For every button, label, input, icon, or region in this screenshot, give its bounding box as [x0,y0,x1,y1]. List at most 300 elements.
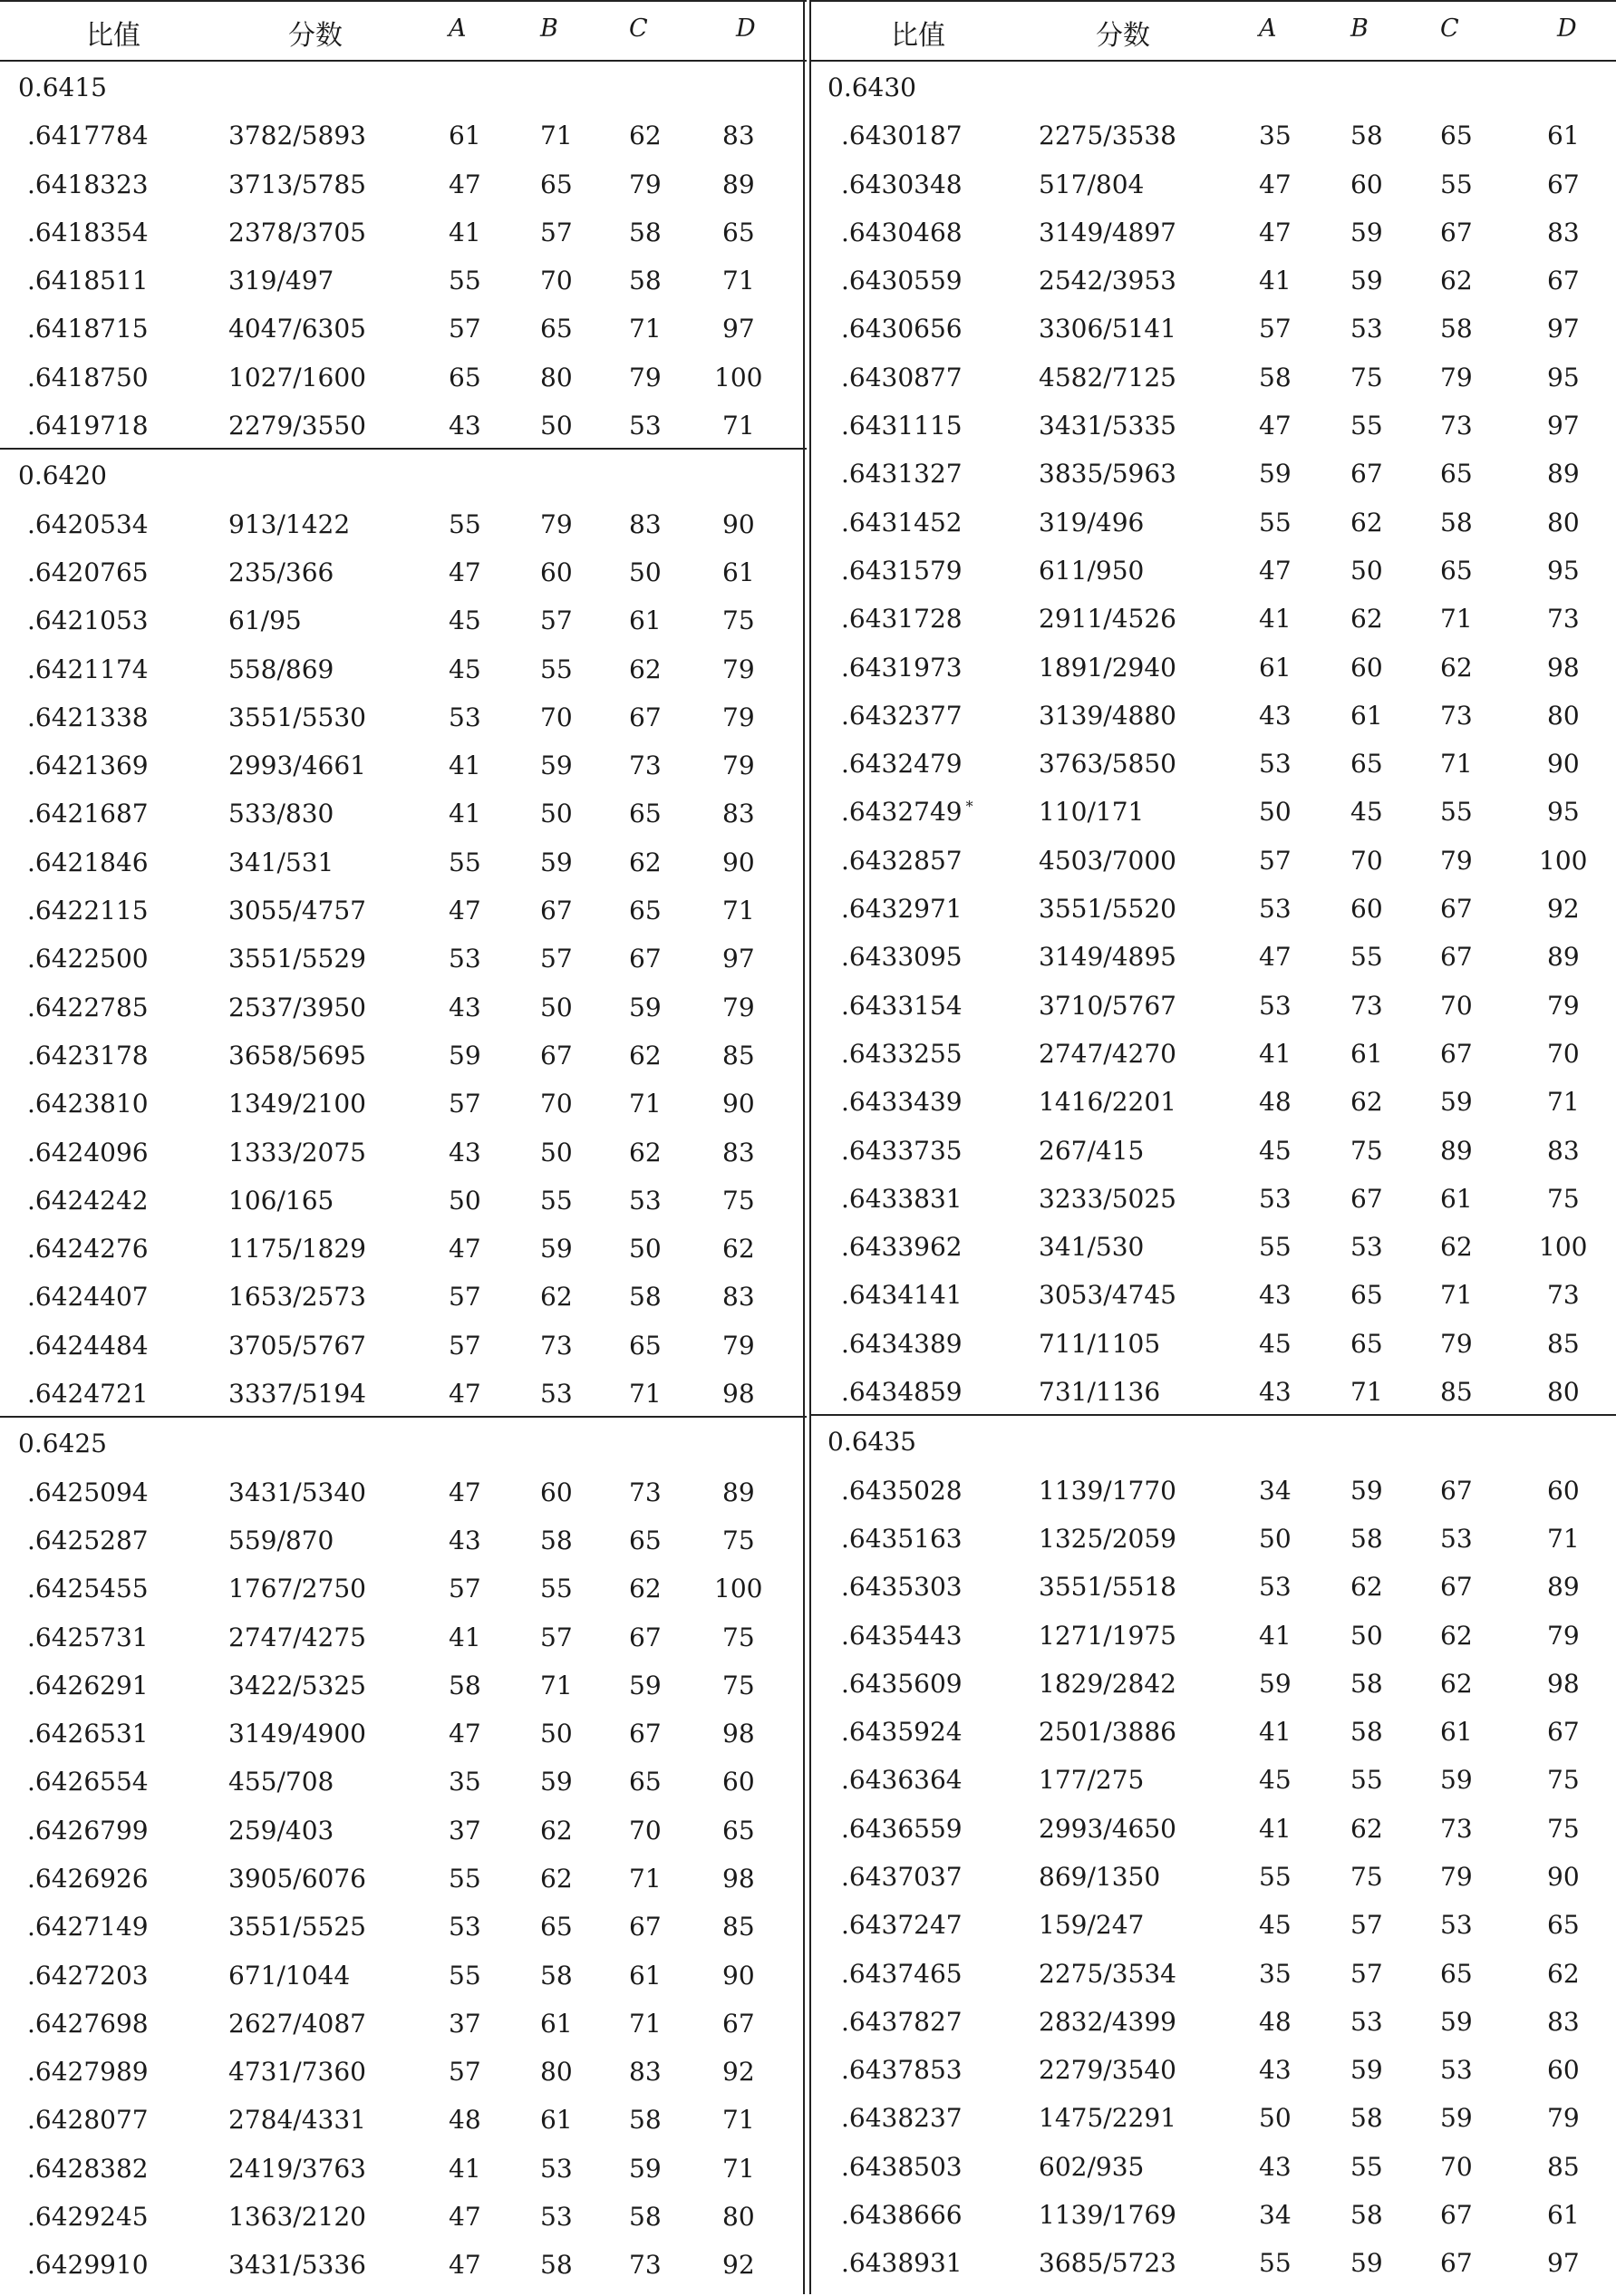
table-row [809,110,1616,158]
ratio-cell: .6429910 [27,2250,149,2281]
table-row [0,2046,807,2094]
fraction-cell: 1027/1600 [228,362,366,392]
a-cell: 48 [1259,2006,1292,2037]
a-cell: 55 [449,1960,481,1991]
c-cell: 65 [629,1525,662,1555]
ratio-cell: .6435163 [841,1523,963,1554]
ratio-cell: .6437247 [841,1910,963,1941]
c-cell: 71 [1440,749,1473,780]
header-a: A [449,15,467,43]
fraction-cell: 4731/7360 [228,2057,366,2088]
table-row [809,207,1616,255]
b-cell: 62 [1350,604,1383,635]
a-cell: 45 [449,654,481,684]
b-cell: 58 [1350,121,1383,151]
c-cell: 79 [1440,1861,1473,1892]
b-cell: 58 [540,1960,573,1991]
a-cell: 53 [1259,1572,1292,1603]
fraction-cell: 319/496 [1039,507,1145,538]
c-cell: 58 [1440,507,1473,538]
b-cell: 65 [1350,1328,1383,1359]
table-row [0,1853,807,1901]
header-ratio: 比值 [891,20,945,52]
c-cell: 73 [1440,411,1473,441]
b-cell: 75 [1350,362,1383,392]
fraction-cell: 3551/5518 [1039,1572,1176,1603]
ratio-cell: .6424276 [27,1234,149,1264]
b-cell: 79 [540,509,573,539]
right-table-panel [809,0,1616,2296]
a-cell: 57 [1259,314,1292,344]
c-cell: 59 [629,992,662,1022]
a-cell: 47 [449,1719,481,1749]
table-row [809,497,1616,545]
fraction-cell: 3431/5340 [228,1477,366,1507]
ratio-cell: .6435443 [841,1620,963,1651]
fraction-cell: 3053/4745 [1039,1280,1176,1311]
a-cell: 41 [449,2153,481,2184]
ratio-cell: .6437465 [841,1958,963,1989]
table-row [0,1271,807,1319]
a-cell: 43 [449,992,481,1022]
ratio-cell: .6430877 [841,362,963,392]
table-row [809,1899,1616,1947]
group-heading-row [0,62,807,110]
c-cell: 73 [629,2250,662,2281]
table-row [0,207,807,255]
ratio-cell: .6426531 [27,1719,149,1749]
ratio-cell: .6433735 [841,1135,963,1166]
a-cell: 43 [449,411,481,441]
d-cell: 79 [722,992,755,1022]
a-cell: 41 [1259,1038,1292,1069]
b-cell: 62 [1350,1572,1383,1603]
table-row [809,352,1616,400]
d-cell: 79 [1547,1620,1580,1651]
table-row [809,1706,1616,1754]
table-row [809,1366,1616,1414]
a-cell: 47 [449,2202,481,2233]
a-cell: 43 [449,1137,481,1167]
ratio-cell: .6429245 [27,2202,149,2233]
c-cell: 67 [629,1622,662,1652]
ratio-cell: .6421687 [27,799,149,829]
ratio-cell: .6418750 [27,362,149,392]
c-cell: 89 [1440,1135,1473,1166]
table-row [0,740,807,788]
a-cell: 53 [1259,894,1292,925]
ratio-cell: .6431452 [841,507,963,538]
header-c: C [629,15,648,43]
table-row [0,1030,807,1078]
fraction-cell: 1767/2750 [228,1574,366,1604]
b-cell: 60 [1350,894,1383,925]
d-cell: 71 [722,2153,755,2184]
d-cell: 97 [722,944,755,974]
table-row [0,2239,807,2287]
table-row [809,2189,1616,2237]
d-cell: 97 [1547,314,1580,344]
d-cell: 89 [722,1477,755,1507]
d-cell: 79 [722,1330,755,1361]
a-cell: 43 [1259,1377,1292,1408]
fraction-cell: 3337/5194 [228,1379,366,1410]
ratio-cell: .6424721 [27,1379,149,1410]
column-divider-line [803,0,805,2294]
c-cell: 62 [629,847,662,877]
ratio-cell: .6420534 [27,509,149,539]
a-cell: 47 [449,1477,481,1507]
a-cell: 47 [449,169,481,199]
d-cell: 95 [1547,362,1580,392]
b-cell: 45 [1350,797,1383,828]
b-cell: 65 [1350,1280,1383,1311]
fraction-cell: 1139/1769 [1039,2200,1176,2231]
b-cell: 73 [540,1330,573,1361]
group-heading-row [809,1414,1616,1464]
d-cell: 100 [714,362,763,392]
fraction-cell: 3431/5335 [1039,411,1176,441]
c-cell: 67 [1440,894,1473,925]
d-cell: 90 [1547,1861,1580,1892]
b-cell: 55 [540,1574,573,1604]
c-cell: 67 [1440,217,1473,247]
b-cell: 59 [540,1767,573,1797]
a-cell: 43 [1259,2151,1292,2182]
fraction-cell: 2832/4399 [1039,2006,1176,2037]
b-cell: 55 [1350,1765,1383,1796]
ratio-cell: .6418323 [27,169,149,199]
ratio-cell: .6421369 [27,751,149,781]
b-cell: 50 [540,992,573,1022]
c-cell: 79 [629,362,662,392]
a-cell: 41 [449,799,481,829]
d-cell: 75 [722,1525,755,1555]
ratio-cell: .6434141 [841,1280,963,1311]
b-cell: 67 [1350,1183,1383,1214]
c-cell: 79 [1440,362,1473,392]
table-row [809,1269,1616,1317]
d-cell: 65 [1547,1910,1580,1941]
header-d: D [736,15,756,43]
c-cell: 53 [1440,1910,1473,1941]
b-cell: 58 [540,1525,573,1555]
header-d: D [1557,15,1577,43]
fraction-cell: 2747/4270 [1039,1038,1176,1069]
d-cell: 97 [1547,411,1580,441]
table-row [809,690,1616,738]
d-cell: 79 [722,702,755,732]
d-cell: 83 [722,1282,755,1313]
d-cell: 80 [1547,1377,1580,1408]
ratio-cell: .6435028 [841,1475,963,1506]
table-row [0,837,807,885]
group-heading-row [0,1416,807,1466]
d-cell: 83 [1547,1135,1580,1166]
fraction-cell: 3149/4897 [1039,217,1176,247]
ratio-text: .6432749 [841,797,963,828]
a-cell: 57 [449,1089,481,1119]
table-row [0,159,807,207]
c-cell: 62 [629,1040,662,1070]
d-cell: 89 [1547,1572,1580,1603]
fraction-cell: 3422/5325 [228,1670,366,1700]
fraction-cell: 731/1136 [1039,1377,1161,1408]
ratio-cell: .6430559 [841,266,963,296]
d-cell: 79 [1547,2103,1580,2134]
table-row [0,1563,807,1611]
ratio-cell: .6432479 [841,749,963,780]
table-row [809,835,1616,883]
b-cell: 62 [1350,1813,1383,1844]
ratio-cell: .6431115 [841,411,963,441]
fraction-cell: 711/1105 [1039,1328,1161,1359]
d-cell: 79 [722,751,755,781]
b-cell: 55 [540,654,573,684]
c-cell: 62 [629,1137,662,1167]
c-cell: 55 [1440,169,1473,199]
ratio-cell: .6420765 [27,557,149,587]
ratio-cell: .6421053 [27,605,149,636]
a-cell: 41 [1259,604,1292,635]
fraction-cell: 1891/2940 [1039,652,1176,683]
c-cell: 71 [629,1089,662,1119]
table-row [809,2092,1616,2140]
c-cell: 58 [629,217,662,247]
c-cell: 65 [629,1330,662,1361]
a-cell: 57 [449,314,481,344]
fraction-cell: 517/804 [1039,169,1145,199]
c-cell: 71 [629,314,662,344]
c-cell: 62 [1440,1232,1473,1263]
table-row [0,1467,807,1515]
a-cell: 55 [449,266,481,296]
d-cell: 90 [722,509,755,539]
c-cell: 58 [1440,314,1473,344]
c-cell: 71 [629,1379,662,1410]
fraction-cell: 1475/2291 [1039,2103,1176,2134]
d-cell: 85 [722,1912,755,1942]
b-cell: 75 [1350,1861,1383,1892]
d-cell: 71 [722,2105,755,2136]
table-row [0,692,807,740]
a-cell: 35 [1259,121,1292,151]
c-cell: 59 [629,1670,662,1700]
a-cell: 47 [1259,555,1292,586]
c-cell: 58 [629,1282,662,1313]
b-cell: 62 [540,1863,573,1894]
fraction-cell: 4503/7000 [1039,845,1176,876]
fraction-cell: 2542/3953 [1039,266,1176,296]
fraction-cell: 1333/2075 [228,1137,366,1167]
c-cell: 65 [1440,1958,1473,1989]
b-cell: 50 [540,1137,573,1167]
ratio-cell: .6421174 [27,654,149,684]
a-cell: 53 [449,1912,481,1942]
b-cell: 58 [1350,1668,1383,1699]
ratio-cell: .6433962 [841,1232,963,1263]
a-cell: 53 [449,702,481,732]
ratio-cell: .6424407 [27,1282,149,1313]
d-cell: 98 [1547,652,1580,683]
table-row [809,1318,1616,1366]
d-cell: 83 [722,121,755,151]
d-cell: 95 [1547,555,1580,586]
table-row [0,1127,807,1175]
header-ratio: 比值 [86,20,140,52]
fraction-cell: 3306/5141 [1039,314,1176,344]
fraction-cell: 235/366 [228,557,334,587]
a-cell: 55 [1259,1861,1292,1892]
c-cell: 59 [1440,2006,1473,2037]
b-cell: 65 [540,1912,573,1942]
d-cell: 67 [722,2008,755,2039]
d-cell: 60 [1547,1475,1580,1506]
b-cell: 50 [1350,1620,1383,1651]
b-cell: 62 [1350,1087,1383,1118]
b-cell: 57 [540,217,573,247]
b-cell: 55 [1350,2151,1383,2182]
d-cell: 75 [1547,1765,1580,1796]
a-cell: 48 [449,2105,481,2136]
c-cell: 70 [1440,2151,1473,2182]
c-cell: 67 [629,1719,662,1749]
table-row [809,545,1616,593]
c-cell: 67 [1440,1038,1473,1069]
d-cell: 85 [1547,2151,1580,2182]
b-cell: 67 [1350,459,1383,489]
ratio-cell: .6434389 [841,1328,963,1359]
b-cell: 70 [1350,845,1383,876]
c-cell: 67 [1440,1475,1473,1506]
c-cell: 85 [1440,1377,1473,1408]
fraction-cell: 2501/3886 [1039,1717,1176,1748]
group-label: 0.6425 [18,1429,107,1459]
c-cell: 67 [1440,942,1473,973]
right-table-body [809,62,1616,2286]
table-row [809,786,1616,834]
b-cell: 61 [1350,1038,1383,1069]
a-cell: 34 [1259,1475,1292,1506]
a-cell: 47 [449,1234,481,1264]
c-cell: 58 [629,266,662,296]
b-cell: 57 [1350,1910,1383,1941]
b-cell: 59 [1350,266,1383,296]
table-row [809,1658,1616,1706]
ratio-cell: .6425287 [27,1525,149,1555]
a-cell: 45 [1259,1328,1292,1359]
ratio-cell: .6434859 [841,1377,963,1408]
d-cell: 98 [722,1863,755,1894]
ratio-cell: .6422785 [27,992,149,1022]
a-cell: 57 [449,2057,481,2088]
d-cell: 67 [1547,169,1580,199]
table-row [0,547,807,595]
c-cell: 62 [629,654,662,684]
fraction-cell: 61/95 [228,605,302,636]
b-cell: 60 [1350,652,1383,683]
c-cell: 67 [1440,2248,1473,2279]
fraction-cell: 341/531 [228,847,334,877]
fraction-cell: 869/1350 [1039,1861,1161,1892]
group-heading-row [0,448,807,498]
a-cell: 41 [1259,1620,1292,1651]
d-cell: 89 [722,169,755,199]
ratio-cell: .6417784 [27,121,149,151]
c-cell: 53 [629,411,662,441]
d-cell: 67 [1547,266,1580,296]
c-cell: 67 [1440,1572,1473,1603]
header-a: A [1259,15,1277,43]
b-cell: 53 [1350,2006,1383,2037]
table-row [0,1223,807,1271]
fraction-cell: 3658/5695 [228,1040,366,1070]
d-cell: 65 [722,1815,755,1846]
c-cell: 50 [629,557,662,587]
ratio-cell: .6433439 [841,1087,963,1118]
a-cell: 53 [1259,990,1292,1021]
d-cell: 98 [722,1379,755,1410]
fraction-cell: 4582/7125 [1039,362,1176,392]
fraction-cell: 106/165 [228,1185,334,1216]
table-row [809,303,1616,351]
b-cell: 60 [540,557,573,587]
a-cell: 47 [1259,411,1292,441]
table-row [809,593,1616,641]
table-row [0,1320,807,1368]
ratio-cell: .6428382 [27,2153,149,2184]
d-cell: 79 [722,654,755,684]
c-cell: 67 [629,702,662,732]
b-cell: 50 [540,1719,573,1749]
a-cell: 43 [449,1525,481,1555]
b-cell: 70 [540,266,573,296]
ratio-cell: .6421338 [27,702,149,732]
fraction-cell: 3763/5850 [1039,749,1176,780]
c-cell: 55 [1440,797,1473,828]
d-cell: 75 [722,1185,755,1216]
table-row [809,1610,1616,1658]
ratio-cell: .6433831 [841,1183,963,1214]
group-label: 0.6430 [827,73,916,102]
a-cell: 55 [449,509,481,539]
ratio-cell: .6418354 [27,217,149,247]
table-row [0,595,807,643]
ratio-cell: .6422115 [27,896,149,926]
a-cell: 61 [449,121,481,151]
table-row [809,1803,1616,1851]
a-cell: 45 [1259,1910,1292,1941]
table-row [0,1901,807,1949]
left-table-body [0,62,807,2288]
fraction-cell: 110/171 [1039,797,1145,828]
d-cell: 60 [722,1767,755,1797]
d-cell: 73 [1547,1280,1580,1311]
b-cell: 57 [540,1622,573,1652]
c-cell: 73 [629,751,662,781]
fraction-cell: 3710/5767 [1039,990,1176,1021]
b-cell: 75 [1350,1135,1383,1166]
a-cell: 47 [449,2250,481,2281]
a-cell: 43 [1259,1280,1292,1311]
header-c: C [1440,15,1459,43]
a-cell: 53 [449,944,481,974]
fraction-cell: 2378/3705 [228,217,366,247]
a-cell: 47 [449,557,481,587]
d-cell: 80 [722,2202,755,2233]
footnote-mark: * [965,798,973,816]
a-cell: 47 [449,896,481,926]
